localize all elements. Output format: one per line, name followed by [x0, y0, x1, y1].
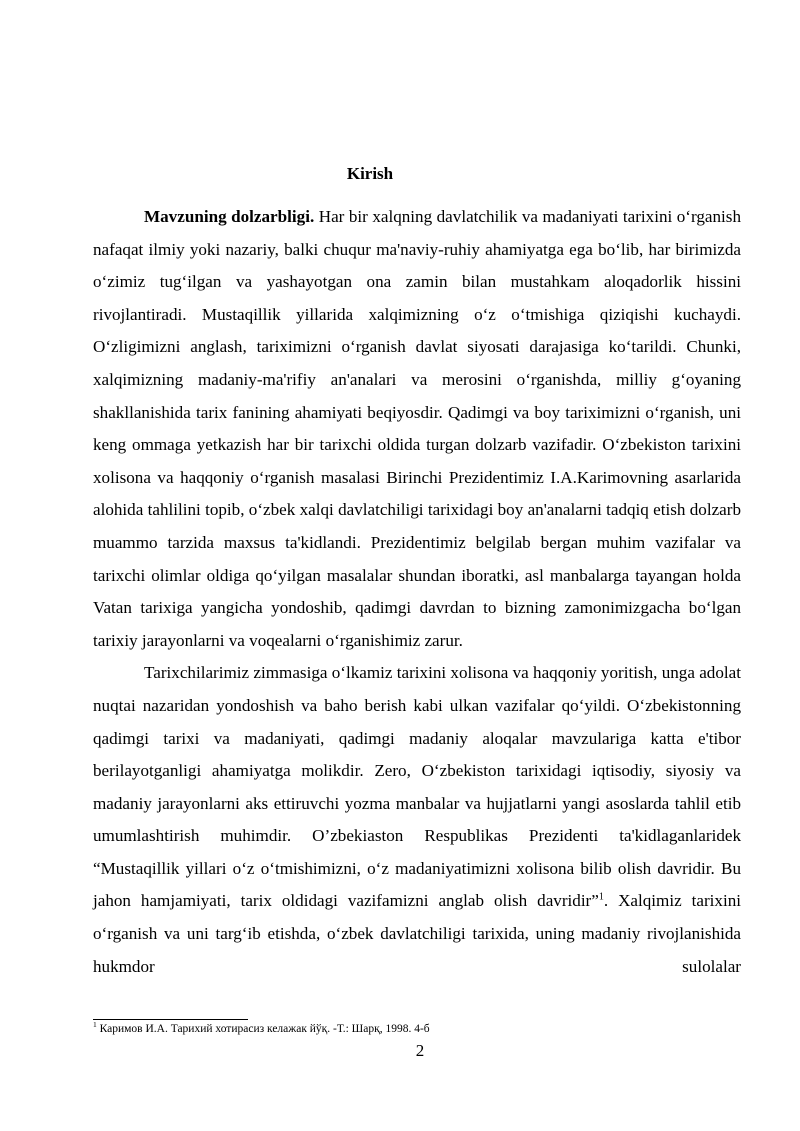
paragraph-historians [93, 657, 741, 983]
section-title: Kirish [346, 164, 394, 183]
footnote [93, 1022, 743, 1037]
paragraph-lead-heading: Mavzuning dolzarbligi. [144, 207, 315, 226]
footnote-text: Каримов И.А. Тарихий хотирасиз келажак йўқ. -Т.: Шарқ, 1998. 4-б [96, 1023, 430, 1035]
footnote-reference[interactable]: 1 [598, 891, 604, 903]
footnote-divider [93, 1019, 248, 1020]
page-number: 2 [415, 1041, 425, 1060]
body-text [93, 201, 741, 983]
paragraph-text: Har bir xalqning davlatchilik va madaniyati tarixini o‘rganish nafaqat ilmiy yoki nazariy, balki chuqur ma'naviy-ruhiy ahamiyatga ega bo‘lib, har birimizda o‘zimiz tug‘ilgan va yashayotgan ona zamin bilan mustahkam aloqadorlik hissini rivojlantiradi. Mustaqillik yillarida xalqimizning o‘z o‘tmishiga qiziqishi kuchaydi. O‘zligimizni anglash, tariximizni o‘rganish davlat siyosati darajasiga ko‘tarildi. Chunki, xalqimizning madaniy-ma'rifiy an'analari va merosini o‘rganishda, milliy g‘oyaning shakllanishida tarix fanining ahamiyati beqiyosdir. Qadimgi va boy tariximizni o‘rganish, uni keng ommaga yetkazish har bir tarixchi oldida turgan dolzarb vazifadir. O‘zbekiston tarixini xolisona va haqqoniy o‘rganish masalasi Birinchi Prezidentimiz I.A.Karimovning asarlarida alohida tahlilini topib, o‘zbek xalqi davlatchiligi tarixidagi boy an'analarni tadqiq etish dolzarb muammo tarzida maxsus ta'kidlandi. Prezidentimiz belgilab bergan muhim vazifalar va tarixchi olimlar oldiga qo‘yilgan masalalar shundan iboratki, asl manbalarga tayangan holda Vatan tarixiga yangicha yondoshib, qadimgi davrdan to bizning zamonimizgacha bo‘lgan tarixiy jarayonlarni va voqealarni o‘rganishimiz zarur. [93, 207, 741, 650]
paragraph-text-continued: . Xalqimiz tarixini o‘rganish va uni targ‘ib etishda, o‘zbek davlatchiligi tarixida, uning madaniy rivojlanishida hukmdor sulolalar [93, 891, 741, 976]
footnote-marker: 1 [93, 1020, 97, 1030]
paragraph-text: Tarixchilarimiz zimmasiga o‘lkamiz tarixini xolisona va haqqoniy yoritish, unga adolat nuqtai nazaridan yondoshish va baho berish kabi ulkan vazifalar qo‘yildi. O‘zbekistonning qadimgi tarixi va madaniyati, qadimgi madaniy aloqalar mavzulariga katta e'tibor berilayotganligi ahamiyatga molikdir. Zero, O‘zbekiston tarixidagi iqtisodiy, siyosiy va madaniy jarayonlarni aks ettiruvchi yozma manbalar va hujjatlarni yangi asoslarda tahlil etib umumlashtirish muhimdir. O’zbekiaston Respublikas Prezidenti ta'kidlaganlaridek “Mustaqillik yillari o‘z o‘tmishimizni, o‘z madaniyatimizni xolisona bilib olish davridir. Bu jahon hamjamiyati, tarix oldidagi vazifamizni anglab olish davridir” [93, 663, 741, 911]
paragraph-relevance [93, 201, 741, 657]
